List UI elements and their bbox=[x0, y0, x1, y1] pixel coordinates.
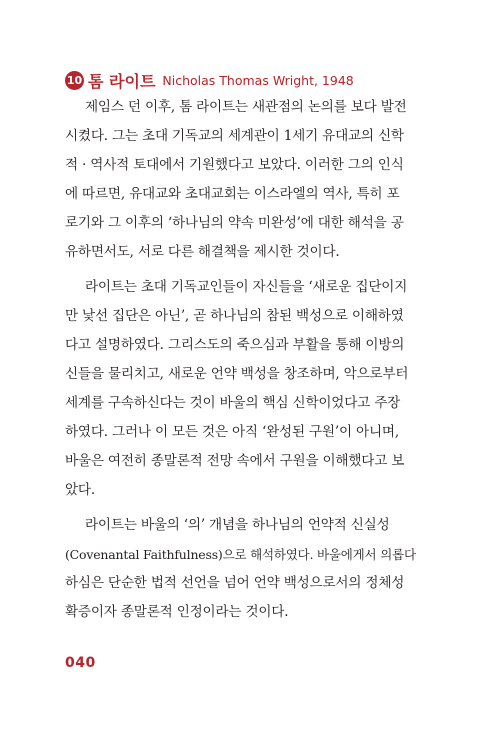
paragraph-1 bbox=[65, 93, 437, 267]
text-line: 바울은 여전히 종말론적 전망 속에서 구원을 이해했다고 보 bbox=[65, 453, 405, 469]
text-line: 확증이자 종말론적 인정이라는 것이다. bbox=[65, 604, 289, 620]
text-line: 시켰다. 그는 초대 기독교의 세계관이 1세기 유대교의 신학 bbox=[65, 128, 404, 144]
section-number-badge: 10 bbox=[65, 71, 84, 90]
text-line: 로기와 그 이후의 ‘하나님의 약속 미완성’에 대한 해석을 공 bbox=[65, 215, 404, 231]
text-line: 하심은 단순한 법적 선언을 넘어 언약 백성으로서의 정체성 bbox=[65, 575, 405, 591]
text-line: 유하면서도, 서로 다른 해결책을 제시한 것이다. bbox=[65, 244, 340, 260]
text-line: 적 · 역사적 토대에서 기원했다고 보았다. 이러한 그의 인식 bbox=[65, 157, 404, 173]
heading-name-english: Nicholas Thomas Wright, 1948 bbox=[162, 73, 354, 88]
body-text bbox=[65, 93, 437, 627]
text-line: 라이트는 초대 기독교인들이 자신들을 ‘새로운 집단이지 bbox=[85, 279, 408, 295]
page-number: 040 bbox=[65, 655, 96, 671]
section-heading bbox=[65, 69, 354, 92]
paragraph-2 bbox=[65, 273, 437, 505]
text-line: 제임스 던 이후, 톰 라이트는 새관점의 논의를 보다 발전 bbox=[85, 99, 407, 115]
text-line: (Covenantal Faithfulness)으로 해석하였다. 바울에게서 의롭다 bbox=[65, 547, 416, 562]
text-line: 라이트는 바울의 ‘의’ 개념을 하나님의 언약적 신실성 bbox=[85, 517, 390, 533]
text-line: 았다. bbox=[65, 482, 95, 498]
text-line: 신들을 물리치고, 새로운 언약 백성을 창조하며, 악으로부터 bbox=[65, 366, 409, 382]
text-line: 세계를 구속하신다는 것이 바울의 핵심 신학이었다고 주장 bbox=[65, 395, 401, 411]
paragraph-3 bbox=[65, 511, 437, 627]
heading-name-korean: 톰 라이트 bbox=[88, 72, 156, 91]
text-line: 에 따르면, 유대교와 초대교회는 이스라엘의 역사, 특히 포 bbox=[65, 186, 400, 202]
text-line: 다고 설명하였다. 그리스도의 죽으심과 부활을 통해 이방의 bbox=[65, 337, 405, 353]
text-line: 하였다. 그러나 이 모든 것은 아직 ‘완성된 구원’이 아니며, bbox=[65, 424, 399, 440]
text-line: 만 낯선 집단은 아닌’, 곧 하나님의 참된 백성으로 이해하였 bbox=[65, 308, 404, 324]
